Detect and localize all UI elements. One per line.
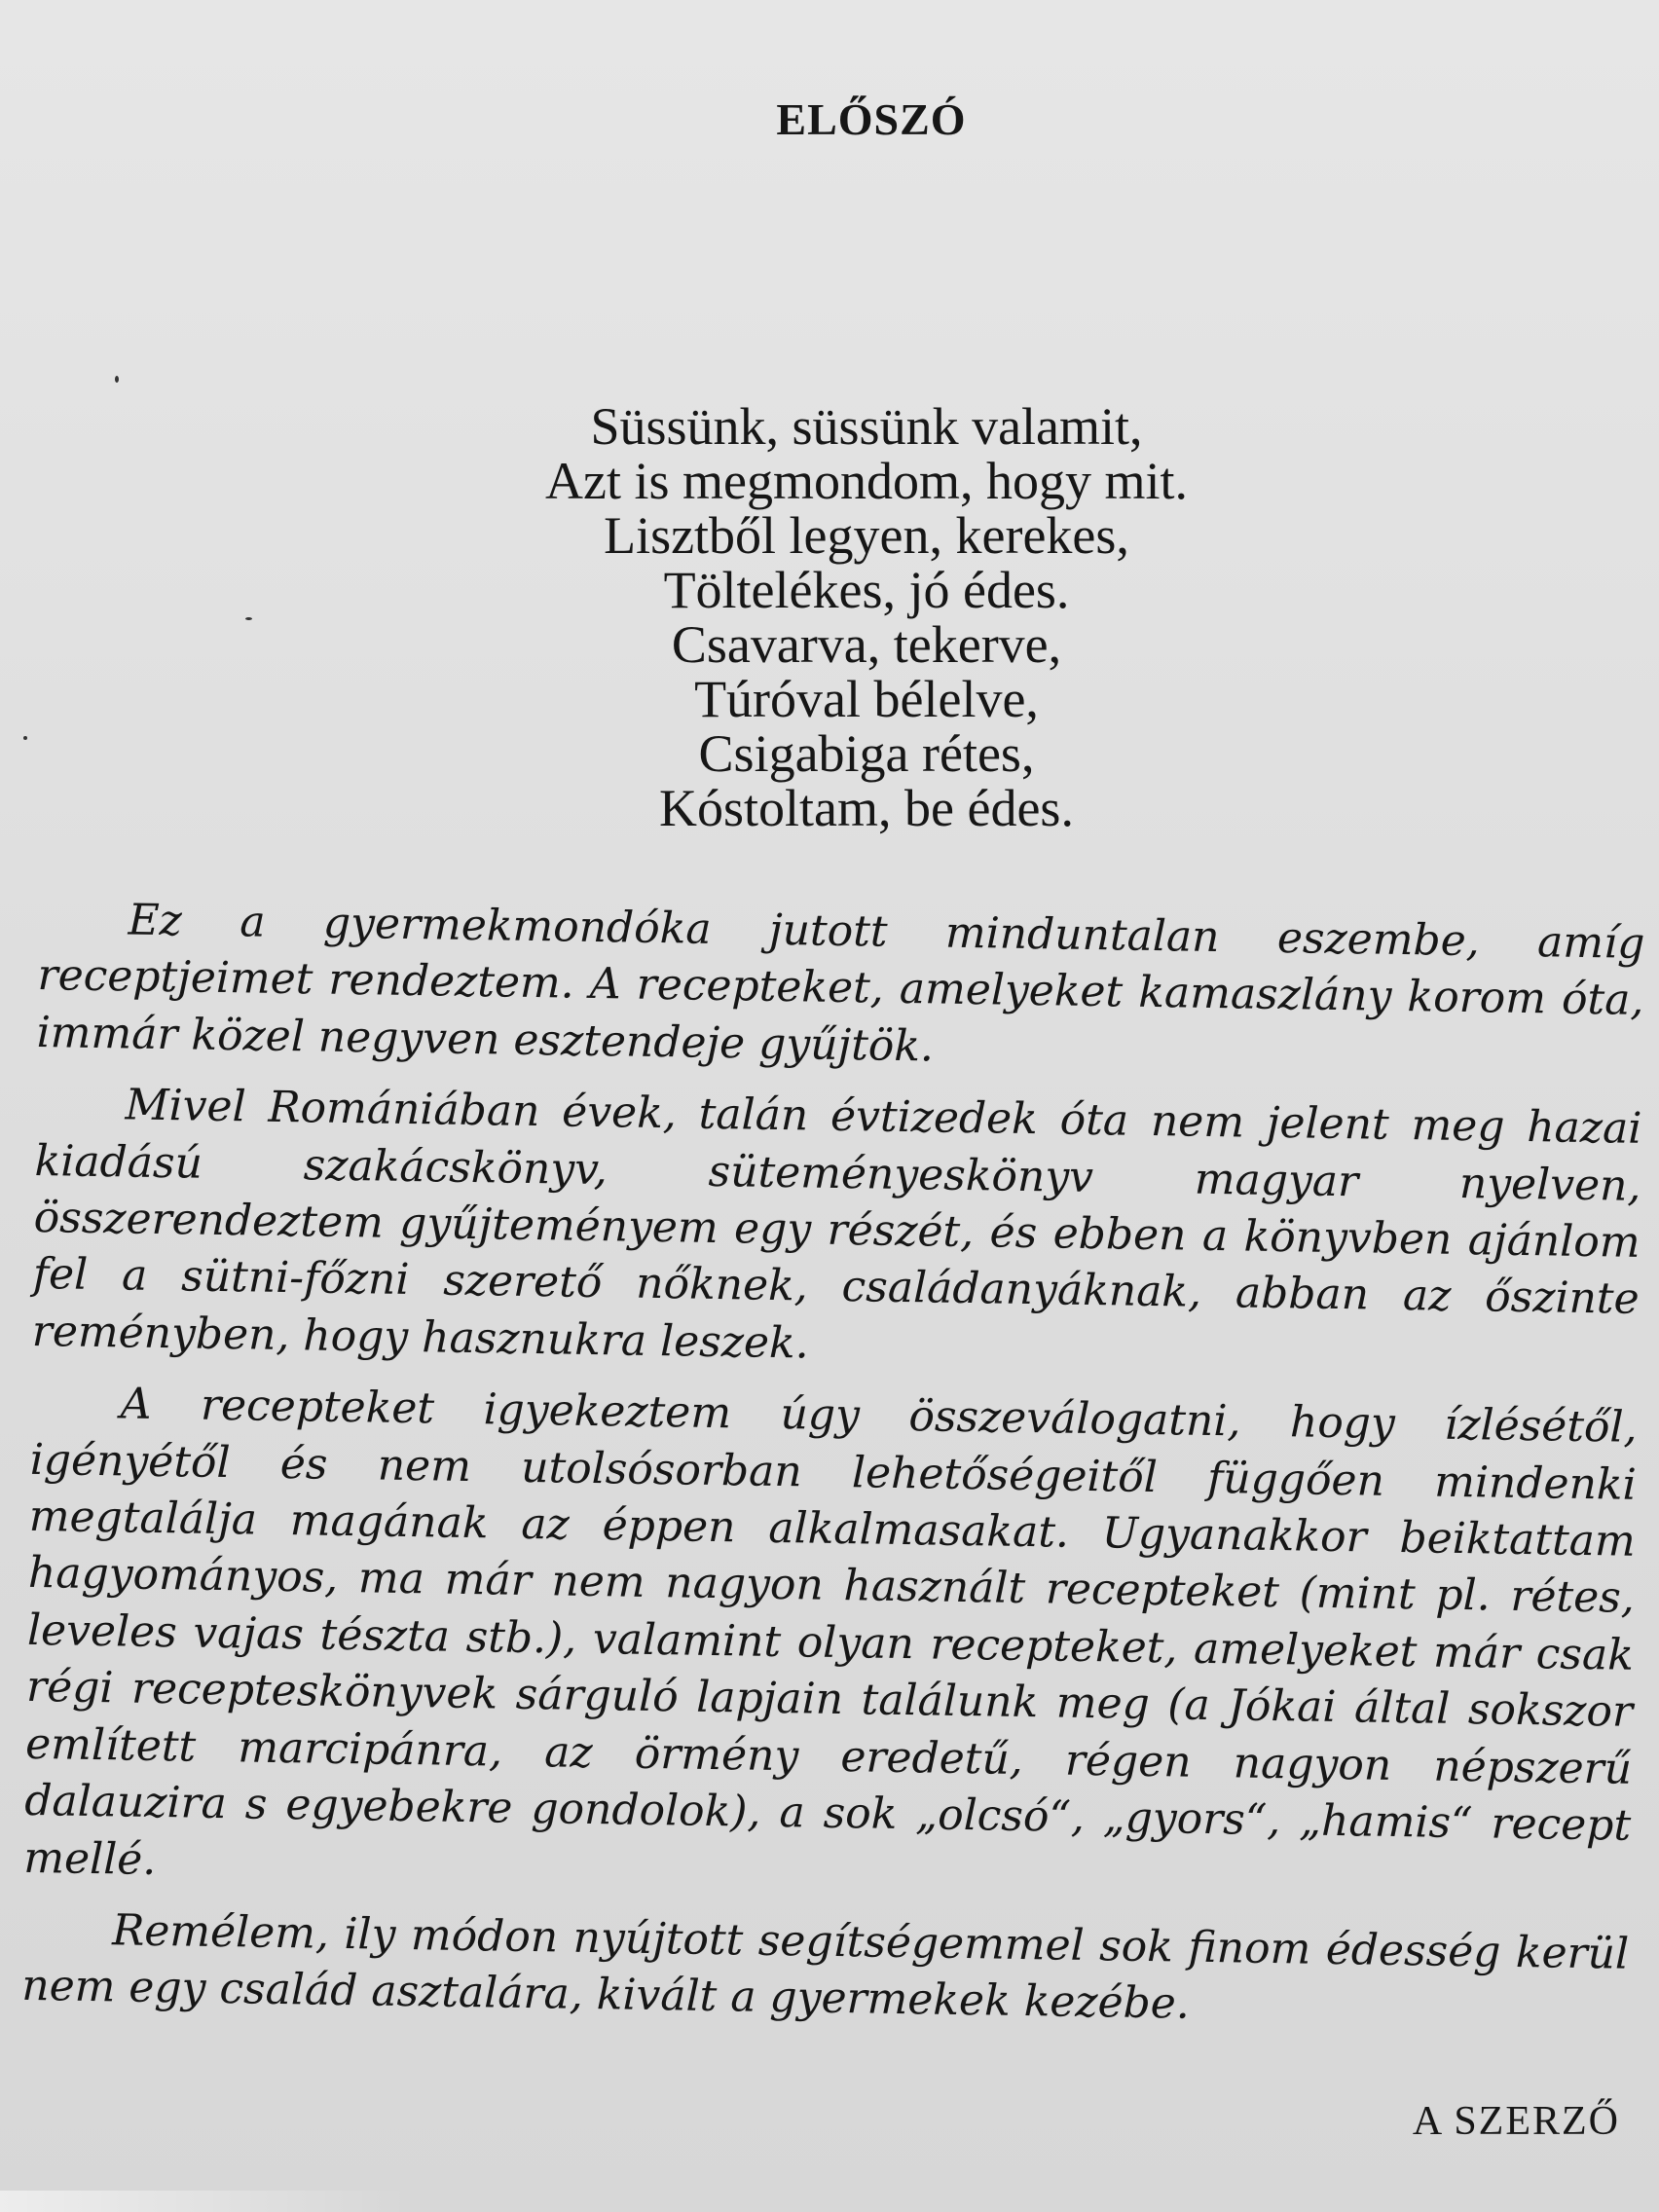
paragraph: Ez a gyermekmondóka jutott minduntalan eszembe, amíg receptjeimet rendeztem. A recepteket, amelyeket kamaszlány korom óta, immár közel negyven esztendeje gyűjtök. (36, 895, 1645, 1072)
paragraph: Remélem, ily módon nyújtott segítségemmel sok finom édesség kerül nem egy család asztalára, kivált a gyermekek kezébe. (20, 1905, 1630, 2030)
preface-body (21, 891, 1645, 2054)
poem-line: Lisztből legyen, kerekes, (604, 506, 1129, 565)
poem-line: Süssünk, süssünk valamit, (590, 397, 1143, 456)
author-signature: A SZERZŐ (1412, 2099, 1620, 2144)
paper-speck (245, 617, 252, 620)
poem-line: Azt is megmondom, hogy mit. (545, 452, 1188, 510)
scan-watermark (0, 2191, 409, 2212)
nursery-rhyme (428, 399, 1305, 835)
poem-line: Töltelékes, jó édes. (663, 561, 1070, 619)
paper-speck (23, 736, 27, 740)
poem-line: Csigabiga rétes, (698, 724, 1035, 783)
paragraph: Mivel Romániában évek, talán évtizedek óta nem jelent meg hazai kiadású szakácskönyv, süteményeskönyv magyar nyelven, összerendeztem gyűjteményem egy részét, és ebben a könyvben ajánlom fel a sütni-főzni szerető nőknek, családanyáknak, abban az őszinte reményben, hogy hasznukra leszek. (31, 1080, 1642, 1369)
poem-line: Kóstoltam, be édes. (659, 779, 1074, 837)
poem-line: Csavarva, tekerve, (671, 615, 1062, 674)
page-title: ELŐSZÓ (776, 94, 967, 144)
poem-line: Túróval bélelve, (694, 670, 1039, 728)
paragraph: A recepteket igyekeztem úgy összeválogatni, hogy ízlésétől, igényétől és nem utolsósorban lehetőségeitől függően mindenki megtalálja magának az éppen alkalmasakat. Ugyanakkor beiktattam hagyományos, ma már nem nagyon használt recepteket (mint pl. rétes, leveles vajas tészta stb.), valamint olyan recepteket, amelyeket már csak régi recepteskönyvek sárguló lapjain találunk meg (a Jókai által sokszor említett marcipánra, az örmény eredetű, régen nagyon népszerű dalauzira s egyebekre gondolok), a sok „olcsó“, „gyors“, „hamis“ recept mellé. (23, 1379, 1638, 1885)
paper-speck (115, 376, 119, 383)
